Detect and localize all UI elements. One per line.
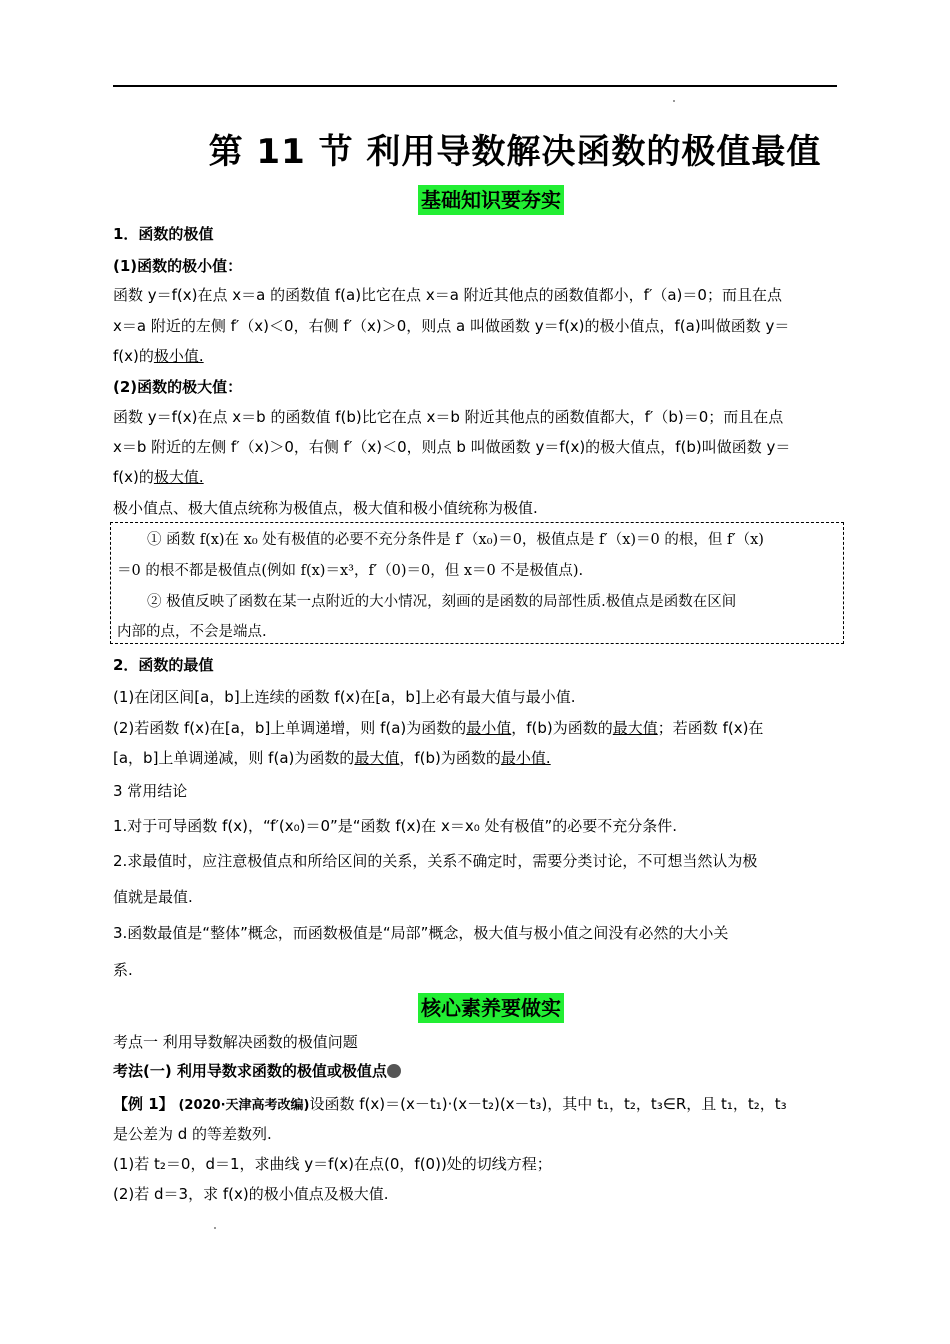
speck (673, 100, 675, 102)
text-line: 系. (113, 961, 133, 979)
text-line: 值就是最值. (113, 888, 193, 906)
text: f(x)的 (113, 347, 154, 365)
text-line: 函数 y＝f(x)在点 x＝a 的函数值 f(a)比它在点 x＝a 附近其他点的函数值都小，f′（a)＝0；而且在点 (113, 286, 782, 304)
sub-max: (2)函数的极大值： (113, 378, 243, 396)
circle-icon (387, 1064, 401, 1078)
section-banner-basic: 基础知识要夯实 (418, 185, 564, 215)
text-line (113, 467, 204, 487)
section-banner-core: 核心素养要做实 (418, 993, 564, 1023)
note-line: ① 函数 f(x)在 x₀ 处有极值的必要不充分条件是 f′（x₀)＝0，极值点是 f′（x)＝0 的根，但 f′（x) (147, 532, 764, 548)
text-line: (1)在闭区间[a，b]上连续的函数 f(x)在[a，b]上必有最大值与最小值. (113, 688, 576, 706)
method-heading (113, 1061, 401, 1081)
text-line (113, 718, 763, 738)
term: 最大值 (354, 749, 400, 767)
text: ，f(b)为函数的 (399, 749, 501, 767)
example-source: (2020·天津高考改编) (178, 1098, 310, 1113)
topic-heading: 考点一 利用导数解决函数的极值问题 (113, 1033, 358, 1051)
note-box (110, 522, 844, 644)
term: 最大值 (612, 719, 658, 737)
text-line (113, 748, 551, 768)
text-line: (1)若 t₂＝0，d＝1，求曲线 y＝f(x)在点(0，f(0))处的切线方程； (113, 1155, 552, 1173)
text: f(x)的 (113, 468, 154, 486)
speck (214, 1227, 216, 1229)
text: (2)若函数 f(x)在[a，b]上单调递增，则 f(a)为函数的 (113, 719, 467, 737)
text-line: 是公差为 d 的等差数列. (113, 1125, 272, 1143)
page-title: 第 11 节 利用导数解决函数的极值最值 (208, 132, 822, 172)
note-line: ② 极值反映了函数在某一点附近的大小情况，刻画的是函数的局部性质.极值点是函数在区间 (147, 594, 737, 610)
text-line (113, 1094, 787, 1116)
text-line: 3.函数最值是“整体”概念，而函数极值是“局部”概念，极大值与极小值之间没有必然的大小关 (113, 924, 729, 942)
example-label: 【例 1】 (113, 1095, 174, 1113)
term: 最小值. (500, 749, 551, 767)
text-line: x＝b 附近的左侧 f′（x)＞0，右侧 f′（x)＜0，则点 b 叫做函数 y＝f(x)的极大值点，f(b)叫做函数 y＝ (113, 438, 791, 456)
text-line (113, 346, 204, 366)
text: [a，b]上单调递减，则 f(a)为函数的 (113, 749, 355, 767)
text-line: (2)若 d＝3，求 f(x)的极小值点及极大值. (113, 1185, 389, 1203)
heading-extremum: 1．函数的极值 (113, 225, 214, 243)
text-line: x＝a 附近的左侧 f′（x)＜0，右侧 f′（x)＞0，则点 a 叫做函数 y＝f(x)的极小值点，f(a)叫做函数 y＝ (113, 317, 790, 335)
text-line: 函数 y＝f(x)在点 x＝b 的函数值 f(b)比它在点 x＝b 附近其他点的函数值都大，f′（b)＝0；而且在点 (113, 408, 784, 426)
text-line: 极小值点、极大值点统称为极值点，极大值和极小值统称为极值. (113, 499, 538, 517)
term: 最小值 (466, 719, 512, 737)
text-line: 1.对于可导函数 f(x)，“f′(x₀)＝0”是“函数 f(x)在 x＝x₀ 处有极值”的必要不充分条件. (113, 817, 678, 835)
sub-min: (1)函数的极小值： (113, 257, 243, 275)
term-min-value: 极小值. (153, 347, 204, 365)
term-max-value: 极大值. (153, 468, 204, 486)
text: ；若函数 f(x)在 (657, 719, 764, 737)
heading-extreme-values: 2．函数的最值 (113, 656, 214, 674)
text-line: 2.求最值时，应注意极值点和所给区间的关系，关系不确定时，需要分类讨论，不可想当然认为极 (113, 852, 758, 870)
text: 考法(一) 利用导数求函数的极值或极值点 (113, 1062, 387, 1080)
heading-conclusions: 3 常用结论 (113, 782, 188, 800)
note-line: 内部的点，不会是端点. (117, 624, 267, 640)
header-rule (113, 85, 837, 87)
text: 设函数 f(x)＝(x－t₁)·(x－t₂)(x－t₃)，其中 t₁，t₂，t₃∈R，且 t₁，t₂，t₃ (309, 1095, 787, 1113)
text: ，f(b)为函数的 (511, 719, 613, 737)
note-line: ＝0 的根不都是极值点(例如 f(x)＝x³，f′（0)＝0，但 x＝0 不是极值点). (117, 563, 584, 579)
